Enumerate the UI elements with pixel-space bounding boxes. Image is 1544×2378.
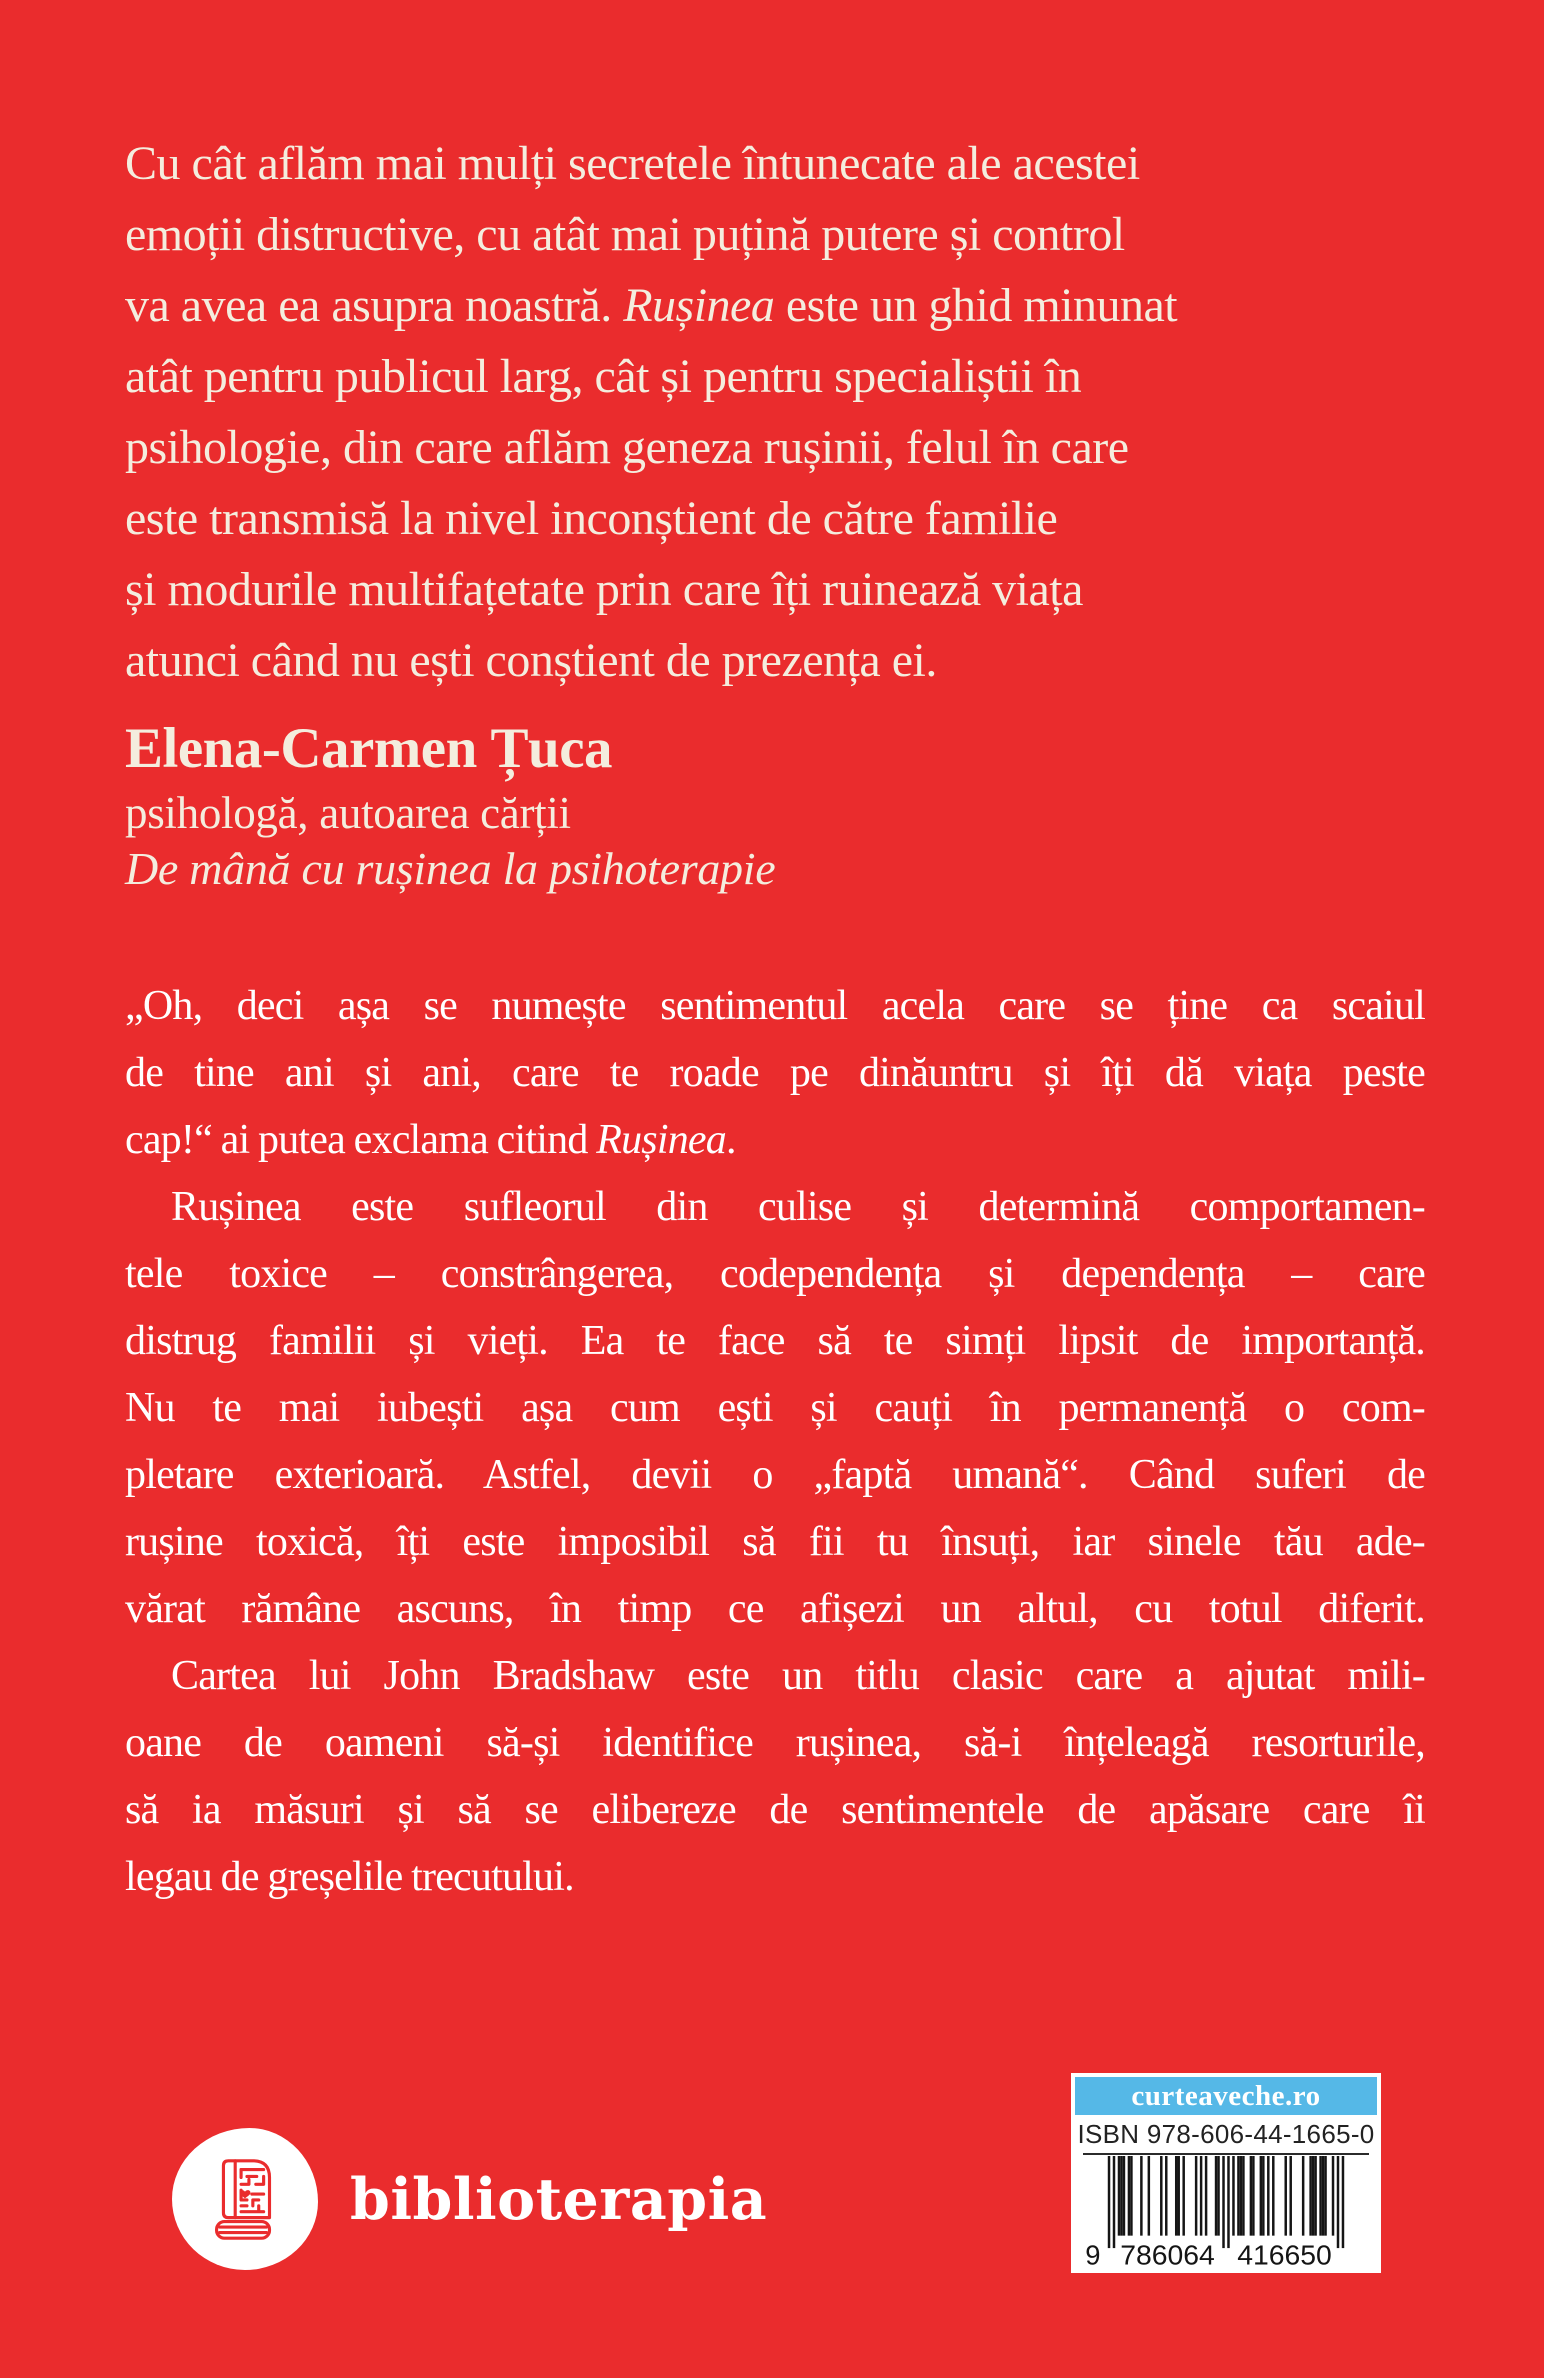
text-line: de tine ani și ani, care te roade pe dinăuntru și îți dă viața peste <box>125 1050 1425 1096</box>
text-line: emoții distructive, cu atât mai puțină putere și control <box>125 208 1125 261</box>
text-line: atât pentru publicul larg, cât și pentru specialiștii în <box>125 350 1082 403</box>
text-line: este transmisă la nivel inconștient de către familie <box>125 492 1058 545</box>
text-line: psihologie, din care aflăm geneza rușinii, felul în care <box>125 421 1129 474</box>
text-line: tele toxice – constrângerea, codependența și dependența – care <box>125 1251 1425 1297</box>
text-line: Cu cât aflăm mai mulți secretele întunecate ale acestei <box>125 137 1140 190</box>
text-line: legau de greșelile trecutului. <box>125 1854 574 1900</box>
svg-text:786064: 786064 <box>1120 2239 1215 2268</box>
text-line: atunci când nu ești conștient de prezența ei. <box>125 634 937 687</box>
text-line: Cartea lui John Bradshaw este un titlu clasic care a ajutat mili- <box>171 1653 1425 1699</box>
isbn-divider-line <box>1083 2153 1369 2155</box>
text-line: „Oh, deci așa se numește sentimentul acela care se ține ca scaiul <box>125 983 1425 1029</box>
text-line: să ia măsuri și să se elibereze de sentimentele de apăsare care îi <box>125 1787 1425 1833</box>
svg-text:416650: 416650 <box>1237 2239 1332 2268</box>
text-line: rușine toxică, îți este imposibil să fii tu însuți, iar sinele tău ade- <box>125 1519 1425 1565</box>
text-line: pletare exterioară. Astfel, devii o „faptă umană“. Când suferi de <box>125 1452 1425 1498</box>
testimonial-section <box>125 128 1425 897</box>
text-line: și modurile multifațetate prin care îți ruinează viața <box>125 563 1083 616</box>
publisher-website: curteaveche.ro <box>1075 2077 1377 2115</box>
svg-text:9: 9 <box>1085 2239 1101 2268</box>
testimonial-author-name: Elena-Carmen Țuca <box>125 717 613 780</box>
text-line: va avea ea asupra noastră. Rușinea este un ghid minunat <box>125 279 1178 332</box>
isbn-label: ISBN 978-606-44-1665-0 <box>1077 2119 1375 2149</box>
isbn-barcode-block <box>1071 2073 1381 2273</box>
text-line: Rușinea este sufleorul din culise și determină comportamen- <box>171 1184 1425 1230</box>
testimonial-text <box>125 128 1425 696</box>
testimonial-author-book-title: De mână cu rușinea la psihoterapie <box>125 843 776 894</box>
text-line: distrug familii și vieți. Ea te face să te simți lipsit de importanță. <box>125 1318 1425 1364</box>
book-maze-heart-icon <box>196 2147 294 2251</box>
ean13-barcode <box>1079 2156 1373 2268</box>
publisher-logo <box>172 2128 767 2270</box>
publisher-imprint-name: biblioterapia <box>350 2165 768 2233</box>
text-line: cap!“ ai putea exclama citind Rușinea. <box>125 1117 736 1163</box>
description-section <box>125 973 1425 1911</box>
text-line: oane de oameni să-și identifice rușinea, să-i înțeleagă resorturile, <box>125 1720 1425 1766</box>
text-line: vărat rămâne ascuns, în timp ce afișezi un altul, cu totul diferit. <box>125 1586 1425 1632</box>
text-line: Nu te mai iubești așa cum ești și cauți în permanență o com- <box>125 1385 1425 1431</box>
testimonial-author-role: psihologă, autoarea cărții <box>125 788 571 838</box>
biblioterapia-logo-blob <box>172 2128 318 2270</box>
